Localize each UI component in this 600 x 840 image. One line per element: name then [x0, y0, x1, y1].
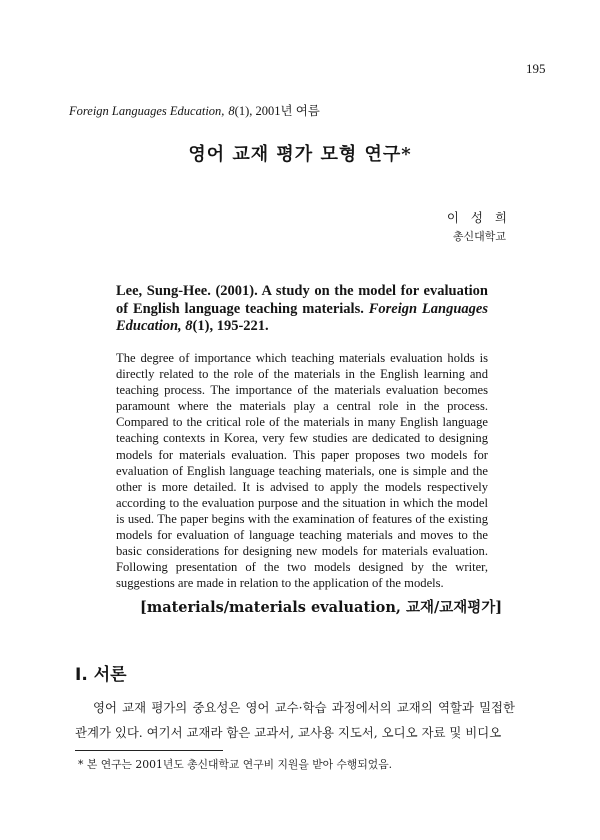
citation-tail: (1), 195-221. [192, 318, 269, 334]
author-name: 이 성 희 [446, 210, 511, 225]
page-number: 195 [526, 61, 546, 76]
running-head-volume: 8 [228, 104, 235, 118]
footnote: * 본 연구는 2001년도 총신대학교 연구비 지원을 받아 수행되었음. [78, 758, 393, 771]
body-text [75, 695, 515, 745]
citation-lead: Lee, Sung-Hee. (2001). A study on the model for evaluation of English language teaching materials. [116, 283, 488, 317]
citation-volume: 8 [185, 318, 193, 334]
author-affiliation: 총신대학교 [452, 230, 506, 243]
footnote-divider [75, 750, 223, 751]
running-head [69, 101, 320, 119]
section-heading: I. 서론 [75, 665, 127, 685]
keywords: [materials/materials evaluation, 교재/교재평가] [140, 599, 503, 616]
running-head-journal: Foreign Languages Education, [69, 104, 225, 118]
body-paragraph: 영어 교재 평가의 중요성은 영어 교수·학습 과정에서의 교재의 역할과 밀접한 관계가 있다. 여기서 교재라 함은 교과서, 교사용 지도서, 오디오 자료 및 비디오 [75, 700, 515, 740]
running-head-issue: (1), 2001년 여름 [234, 104, 320, 118]
citation [116, 283, 488, 336]
citation-journal: Foreign Languages Education, [116, 300, 488, 334]
abstract: The degree of importance which teaching materials evaluation holds is directly related to the role of the materials in the English learning and teaching process. The importance of the materials evaluation becomes paramount where the materials play a central role in the process. Compared to the critical role of the materials in many English language teaching contexts in Korea, very few studies are dedicated to designing models for materials evaluation. This paper proposes two models for evaluation of English language teaching materials, one is simple and the other is more detailed. It is advised to apply the models respectively according to the evaluation purpose and the situation in which the model is used. The paper begins with the examination of features of the existing models for evaluation of language teaching materials and moves to the basic considerations for designing new models for materials evaluation. Following presentation of the two models designed by the writer, suggestions are made in relation to the application of the models. [116, 351, 488, 591]
paper-title: 영어 교재 평가 모형 연구* [188, 144, 412, 165]
